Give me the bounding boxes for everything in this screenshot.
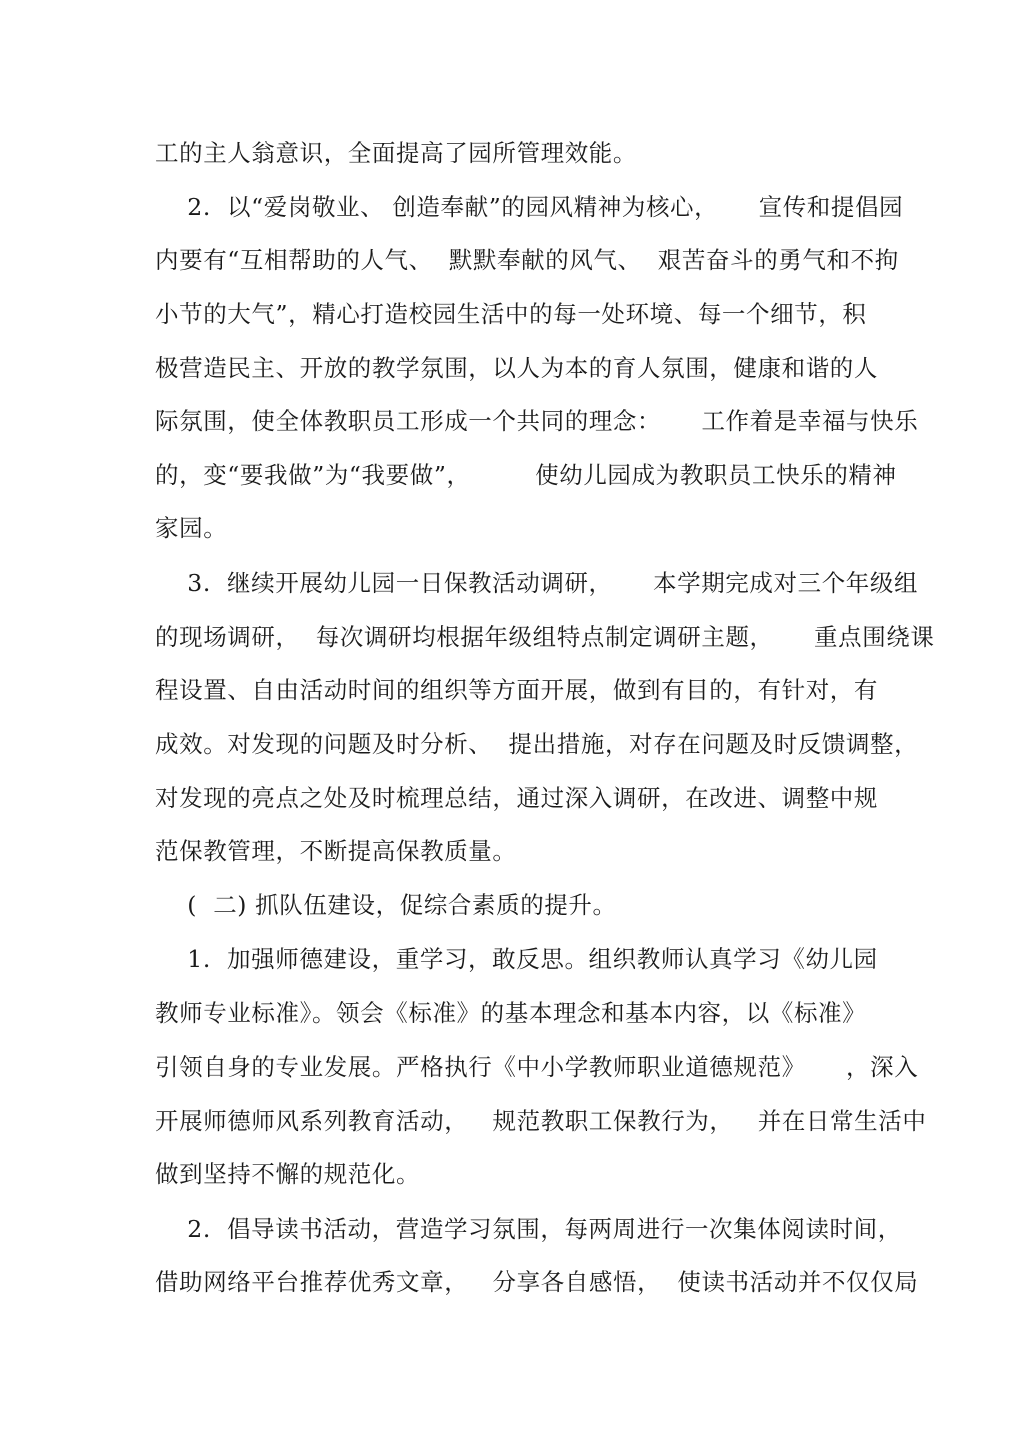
text-line: 借助网络平台推荐优秀文章， 分享各自感悟， 使读书活动并不仅仅局 — [155, 1268, 919, 1296]
text-line: 家园。 — [155, 514, 228, 542]
text-line: 的，变“要我做”为“我要做”， 使幼儿园成为教职员工快乐的精神 — [155, 461, 897, 489]
text-line: 极营造民主、开放的教学氛围，以人为本的育人氛围，健康和谐的人 — [155, 354, 878, 382]
text-line: 小节的大气”，精心打造校园生活中的每一处环境、每一个细节，积 — [155, 300, 867, 328]
text-line: 引领自身的专业发展。严格执行《中小学教师职业道德规范》 ，深入 — [155, 1053, 919, 1081]
text-line: 工的主人翁意识，全面提高了园所管理效能。 — [155, 139, 637, 167]
text-line: 范保教管理，不断提高保教质量。 — [155, 837, 517, 865]
text-line: 程设置、自由活动时间的组织等方面开展，做到有目的，有针对，有 — [155, 676, 878, 704]
text-line: 的现场调研， 每次调研均根据年级组特点制定调研主题， 重点围绕课 — [155, 623, 935, 651]
text-line: 际氛围，使全体教职员工形成一个共同的理念： 工作着是幸福与快乐 — [155, 407, 919, 435]
text-line: ( 二) 抓队伍建设，促综合素质的提升。 — [155, 891, 617, 919]
text-line: 2. 倡导读书活动，营造学习氛围，每两周进行一次集体阅读时间， — [155, 1215, 902, 1243]
text-line: 做到坚持不懈的规范化。 — [155, 1160, 421, 1188]
text-line: 开展师德师风系列教育活动， 规范教职工保教行为， 并在日常生活中 — [155, 1107, 927, 1135]
text-line: 教师专业标准》。领会《标准》的基本理念和基本内容，以《标准》 — [155, 999, 867, 1027]
text-line: 内要有“互相帮助的人气、 默默奉献的风气、 艰苦奋斗的勇气和不拘 — [155, 246, 899, 274]
text-line: 1. 加强师德建设，重学习，敢反思。组织教师认真学习《幼儿园 — [155, 945, 878, 973]
text-line: 3. 继续开展幼儿园一日保教活动调研， 本学期完成对三个年级组 — [155, 569, 919, 597]
text-line: 2. 以“爱岗敬业、 创造奉献”的园风精神为核心， 宣传和提倡园 — [155, 193, 904, 221]
text-line: 对发现的亮点之处及时梳理总结，通过深入调研，在改进、调整中规 — [155, 784, 878, 812]
text-line: 成效。对发现的问题及时分析、 提出措施，对存在问题及时反馈调整， — [155, 730, 919, 758]
